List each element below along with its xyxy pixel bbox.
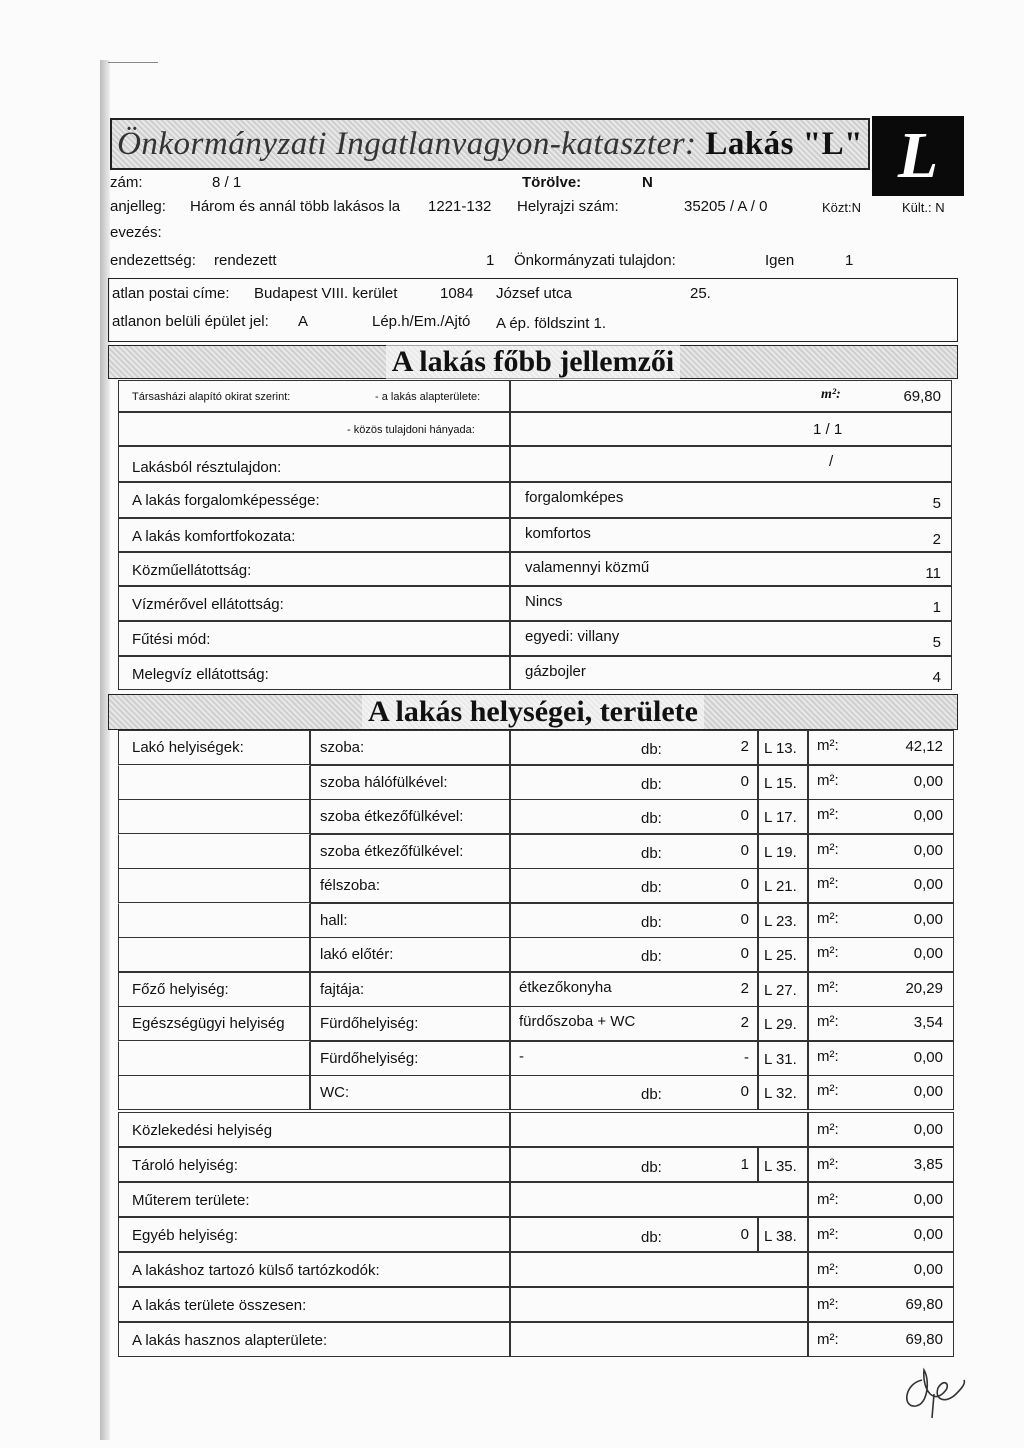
kult-flag: Kült.: N xyxy=(902,200,945,215)
db-label db: db: xyxy=(641,1159,662,1176)
room-code-cell xyxy=(758,1041,808,1076)
room-area-cell xyxy=(808,1006,954,1041)
m2-label m2: m²: xyxy=(817,1296,839,1313)
m2-label m2: m²: xyxy=(817,1082,839,1099)
torolve-label: Törölve: xyxy=(522,174,582,191)
summary-label-cell xyxy=(118,1287,510,1322)
room-count: 2 xyxy=(740,738,749,755)
summary-mid-cell xyxy=(510,1147,758,1182)
section1-heading xyxy=(108,345,958,379)
room-count: 0 xyxy=(740,876,749,893)
room-area-cell xyxy=(808,903,954,938)
summary-code lcode: L 35. xyxy=(764,1158,797,1175)
cim-no: 25. xyxy=(690,285,711,302)
summary-area: 69,80 xyxy=(905,1296,943,1313)
room-name: hall: xyxy=(320,912,348,929)
room-code lcode: L 32. xyxy=(764,1085,797,1102)
summary-code lcode: L 38. xyxy=(764,1228,797,1245)
room-code lcode: L 13. xyxy=(764,740,797,757)
summary-mid-cell xyxy=(510,1252,808,1287)
rooms-table xyxy=(118,730,954,1360)
room-area: 0,00 xyxy=(913,911,943,928)
room-area-cell xyxy=(808,1075,954,1110)
room-count: 2 xyxy=(740,1014,749,1031)
room-area: 0,00 xyxy=(913,773,943,790)
hrsz-label: Helyrajzi szám: xyxy=(517,198,619,215)
room-code-cell xyxy=(758,868,808,903)
room-name-cell xyxy=(310,1006,510,1041)
summary-mid-cell xyxy=(510,1112,808,1147)
summary-area: 69,80 xyxy=(905,1331,943,1348)
attribute-value-cell xyxy=(510,621,952,656)
room-mid-cell xyxy=(510,937,758,972)
m2-label m2: m²: xyxy=(817,1048,839,1065)
summary-area-cell xyxy=(808,1182,954,1217)
summary-label-cell xyxy=(118,1182,510,1217)
kozt-flag: Közt:N xyxy=(822,200,862,215)
room-area: 3,54 xyxy=(913,1014,943,1031)
room-code lcode: L 25. xyxy=(764,947,797,964)
room-area: 0,00 xyxy=(913,1083,943,1100)
cim-street: József utca xyxy=(496,285,572,302)
m2-label m2: m²: xyxy=(817,1191,839,1208)
attribute-label: A lakás komfortfokozata: xyxy=(132,528,296,545)
category-logo: L xyxy=(872,116,964,196)
resztulajdon-value: / xyxy=(829,453,834,470)
summary-label: Közlekedési helyiség xyxy=(132,1122,273,1139)
room-mid-cell xyxy=(510,834,758,869)
room-area: 20,29 xyxy=(905,980,943,997)
room-code lcode: L 27. xyxy=(764,982,797,999)
room-group-cell xyxy=(118,799,310,834)
hanyad-row xyxy=(118,412,510,446)
room-name: fajtája: xyxy=(320,981,365,998)
room-code lcode: L 19. xyxy=(764,844,797,861)
room-area-cell xyxy=(808,1041,954,1076)
room-count: 0 xyxy=(740,807,749,824)
room-count: 0 xyxy=(740,945,749,962)
m2-label m2: m²: xyxy=(817,944,839,961)
attribute-value: valamennyi közmű xyxy=(525,559,650,576)
summary-area-cell xyxy=(808,1252,954,1287)
m2-label m2: m²: xyxy=(817,1261,839,1278)
room-group-cell xyxy=(118,765,310,800)
db-label db: db: xyxy=(641,879,662,896)
m2-label m2: m²: xyxy=(817,1226,839,1243)
summary-area-cell xyxy=(808,1287,954,1322)
summary-label: A lakáshoz tartozó külső tartózkodók: xyxy=(132,1262,380,1279)
room-code lcode: L 29. xyxy=(764,1016,797,1033)
summary-label-cell xyxy=(118,1252,510,1287)
room-area-cell xyxy=(808,834,954,869)
attribute-label: Melegvíz ellátottság: xyxy=(132,666,269,683)
db-label db: db: xyxy=(641,776,662,793)
room-name-cell xyxy=(310,1075,510,1110)
room-code-cell xyxy=(758,730,808,765)
attribute-row xyxy=(118,518,510,552)
room-name: WC: xyxy=(320,1084,350,1101)
room-name: szoba hálófülkével: xyxy=(320,774,448,791)
torolve-value: N xyxy=(642,174,653,191)
room-count: 0 xyxy=(740,842,749,859)
room-mid-cell xyxy=(510,730,758,765)
db-label db: db: xyxy=(641,845,662,862)
room-name: Fürdőhelyiség: xyxy=(320,1050,419,1067)
header-banner xyxy=(110,118,870,170)
alapterulet-value-cell xyxy=(510,380,952,412)
summary-area-cell xyxy=(808,1147,954,1182)
m2-label m2: m²: xyxy=(817,737,839,754)
room-count: 2 xyxy=(740,980,749,997)
attribute-value: egyedi: villany xyxy=(525,628,620,645)
room-name-cell xyxy=(310,868,510,903)
rendezettseg-label: endezettség: xyxy=(110,252,196,269)
room-name-cell xyxy=(310,937,510,972)
attribute-code: 1 xyxy=(932,599,941,616)
jelleg-label: anjelleg: xyxy=(110,198,166,215)
attribute-row xyxy=(118,586,510,621)
summary-mid-cell xyxy=(510,1182,808,1217)
db-label db: db: xyxy=(641,948,662,965)
szam-label: zám: xyxy=(110,174,143,191)
epulet-label: atlanon belüli épület jel: xyxy=(112,313,269,330)
section2-heading xyxy=(108,694,958,730)
attribute-value: komfortos xyxy=(525,525,591,542)
attribute-value-cell xyxy=(510,552,952,586)
db-label db: db: xyxy=(641,1086,662,1103)
attribute-row xyxy=(118,656,510,690)
room-group-cell xyxy=(118,903,310,938)
summary-mid-cell xyxy=(510,1287,808,1322)
room-code lcode: L 23. xyxy=(764,913,797,930)
room-area: 0,00 xyxy=(913,842,943,859)
attribute-value: Nincs xyxy=(525,593,563,610)
room-area-cell xyxy=(808,937,954,972)
hanyad-value: 1 / 1 xyxy=(813,421,843,438)
m2-label m2: m²: xyxy=(817,806,839,823)
signature xyxy=(894,1350,974,1420)
room-name-cell xyxy=(310,730,510,765)
resztulajdon-label: Lakásból résztulajdon: xyxy=(132,459,282,476)
summary-code-cell xyxy=(758,1217,808,1252)
room-count: 0 xyxy=(740,1083,749,1100)
room-name: szoba étkezőfülkével: xyxy=(320,808,464,825)
room-code-cell xyxy=(758,903,808,938)
rendezettseg-code: 1 xyxy=(486,252,495,269)
room-mid-cell xyxy=(510,1041,758,1076)
summary-label-cell xyxy=(118,1147,510,1182)
room-count: - xyxy=(744,1049,749,1066)
room-name-cell xyxy=(310,903,510,938)
room-name: szoba étkezőfülkével: xyxy=(320,843,464,860)
summary-label-cell xyxy=(118,1112,510,1147)
room-code-cell xyxy=(758,972,808,1007)
room-code lcode: L 21. xyxy=(764,878,797,895)
room-area-cell xyxy=(808,730,954,765)
room-name-cell xyxy=(310,972,510,1007)
attribute-code: 4 xyxy=(932,669,941,686)
summary-count: 1 xyxy=(740,1156,749,1173)
db-label db: db: xyxy=(641,741,662,758)
alapterulet-value: 69,80 xyxy=(903,388,941,405)
room-mid-cell xyxy=(510,799,758,834)
scan-corner xyxy=(108,62,158,63)
m2-label m2: m²: xyxy=(817,1121,839,1138)
onk-label: Önkormányzati tulajdon: xyxy=(514,252,676,269)
attribute-code: 5 xyxy=(932,495,941,512)
summary-count: 0 xyxy=(740,1226,749,1243)
room-group-label: Lakó helyiségek: xyxy=(132,739,244,756)
room-group-cell xyxy=(118,937,310,972)
attribute-code: 2 xyxy=(932,531,941,548)
jelleg-code: 1221-132 xyxy=(428,198,492,215)
lep-label: Lép.h/Em./Ajtó xyxy=(372,313,471,330)
room-type: - xyxy=(519,1048,524,1065)
section2-title: A lakás helységei, területe xyxy=(362,695,704,729)
summary-area-cell xyxy=(808,1112,954,1147)
room-mid-cell xyxy=(510,1075,758,1110)
banner-title: Önkormányzati Ingatlanvagyon-kataszter: Lakás "L" xyxy=(117,125,863,162)
attribute-value-cell xyxy=(510,586,952,621)
room-name-cell xyxy=(310,765,510,800)
summary-area: 0,00 xyxy=(913,1226,943,1243)
summary-mid-cell xyxy=(510,1217,758,1252)
attribute-label: Fűtési mód: xyxy=(132,631,211,648)
room-code-cell xyxy=(758,765,808,800)
attribute-row xyxy=(118,552,510,586)
attribute-value: forgalomképes xyxy=(525,489,624,506)
alapito-label: Társasházi alapító okirat szerint: xyxy=(132,391,291,403)
summary-label: A lakás hasznos alapterülete: xyxy=(132,1332,328,1349)
room-area-cell xyxy=(808,972,954,1007)
attribute-code: 5 xyxy=(932,634,941,651)
summary-area-cell xyxy=(808,1217,954,1252)
attribute-row xyxy=(118,621,510,656)
room-code lcode: L 17. xyxy=(764,809,797,826)
attribute-value-cell xyxy=(510,656,952,690)
room-area: 0,00 xyxy=(913,945,943,962)
attribute-value: gázbojler xyxy=(525,663,586,680)
hanyad-value-cell xyxy=(510,412,952,446)
summary-area: 3,85 xyxy=(913,1156,943,1173)
cim-zip: 1084 xyxy=(440,285,474,302)
alapito-row xyxy=(118,380,510,412)
section1-table xyxy=(110,380,952,690)
room-type: fürdőszoba + WC xyxy=(519,1013,636,1030)
attribute-label: Vízmérővel ellátottság: xyxy=(132,596,284,613)
room-code-cell xyxy=(758,834,808,869)
room-group-cell xyxy=(118,972,310,1007)
attribute-code: 11 xyxy=(925,565,941,582)
m2-label m2: m²: xyxy=(817,1156,839,1173)
room-area-cell xyxy=(808,799,954,834)
room-area-cell xyxy=(808,868,954,903)
room-group-cell xyxy=(118,730,310,765)
room-group-cell xyxy=(118,1075,310,1110)
room-group-label: Főző helyiség: xyxy=(132,981,229,998)
resztulajdon-row xyxy=(118,446,510,482)
room-name-cell xyxy=(310,799,510,834)
room-group-cell xyxy=(118,1041,310,1076)
cim-city: Budapest VIII. kerület xyxy=(254,285,398,302)
summary-label: Műterem területe: xyxy=(132,1192,250,1209)
attribute-row xyxy=(118,482,510,518)
room-code lcode: L 15. xyxy=(764,775,797,792)
room-area: 0,00 xyxy=(913,807,943,824)
attribute-value-cell xyxy=(510,482,952,518)
room-name: lakó előtér: xyxy=(320,946,394,963)
room-group-cell xyxy=(118,868,310,903)
room-code-cell xyxy=(758,1075,808,1110)
room-name-cell xyxy=(310,834,510,869)
section1-title: A lakás főbb jellemzői xyxy=(386,345,681,379)
epulet-value: A xyxy=(298,313,309,330)
summary-label-cell xyxy=(118,1217,510,1252)
room-group-label: Egészségügyi helyiség xyxy=(132,1015,285,1032)
m2-label m2: m²: xyxy=(817,772,839,789)
room-count: 0 xyxy=(740,773,749,790)
attribute-label: Közműellátottság: xyxy=(132,562,252,579)
summary-label-cell xyxy=(118,1322,510,1357)
summary-label: Egyéb helyiség: xyxy=(132,1227,238,1244)
room-type: étkezőkonyha xyxy=(519,979,612,996)
room-name: szoba: xyxy=(320,739,365,756)
summary-area: 0,00 xyxy=(913,1121,943,1138)
onk-value: Igen xyxy=(765,252,795,269)
room-area: 42,12 xyxy=(905,738,943,755)
hanyad-label: - közös tulajdoni hányada: xyxy=(347,424,475,436)
db-label db: db: xyxy=(641,914,662,931)
jelleg-value: Három és annál több lakásos la xyxy=(190,198,401,215)
room-mid-cell xyxy=(510,903,758,938)
room-name: Fürdőhelyiség: xyxy=(320,1015,419,1032)
room-count: 0 xyxy=(740,911,749,928)
room-code lcode: L 31. xyxy=(764,1051,797,1068)
attribute-label: A lakás forgalomképessége: xyxy=(132,492,320,509)
summary-area: 0,00 xyxy=(913,1191,943,1208)
room-name-cell xyxy=(310,1041,510,1076)
m2-label m2: m²: xyxy=(817,1331,839,1348)
summary-area: 0,00 xyxy=(913,1261,943,1278)
db-label db: db: xyxy=(641,1229,662,1246)
szam-value: 8 / 1 xyxy=(212,174,242,191)
room-area-cell xyxy=(808,765,954,800)
room-area: 0,00 xyxy=(913,1049,943,1066)
room-code-cell xyxy=(758,937,808,972)
summary-code-cell xyxy=(758,1147,808,1182)
room-name: félszoba: xyxy=(320,877,381,894)
scan-edge xyxy=(100,60,110,1440)
m2-label m2: m²: xyxy=(817,1013,839,1030)
m2-label m2: m²: xyxy=(817,979,839,996)
room-code-cell xyxy=(758,799,808,834)
alapterulet-label: - a lakás alapterülete: xyxy=(375,391,481,403)
room-group-cell xyxy=(118,834,310,869)
room-mid-cell xyxy=(510,1006,758,1041)
hrsz-value: 35205 / A / 0 xyxy=(684,198,768,215)
m2-label m2: m²: xyxy=(817,841,839,858)
rendezettseg-value: rendezett xyxy=(214,252,277,269)
db-label db: db: xyxy=(641,810,662,827)
lep-value: A ép. földszint 1. xyxy=(496,315,607,332)
onk-code: 1 xyxy=(845,252,854,269)
summary-label: A lakás területe összesen: xyxy=(132,1297,307,1314)
room-code-cell xyxy=(758,1006,808,1041)
room-mid-cell xyxy=(510,868,758,903)
summary-mid-cell xyxy=(510,1322,808,1357)
attribute-value-cell xyxy=(510,518,952,552)
resztulajdon-value-cell xyxy=(510,446,952,482)
cim-label: atlan postai címe: xyxy=(112,285,230,302)
alapterulet-unit: m²: xyxy=(821,387,841,402)
room-area: 0,00 xyxy=(913,876,943,893)
m2-label m2: m²: xyxy=(817,910,839,927)
m2-label m2: m²: xyxy=(817,875,839,892)
room-mid-cell xyxy=(510,972,758,1007)
summary-label: Tároló helyiség: xyxy=(132,1157,238,1174)
nevezes-label: evezés: xyxy=(110,224,162,241)
room-group-cell xyxy=(118,1006,310,1041)
room-mid-cell xyxy=(510,765,758,800)
